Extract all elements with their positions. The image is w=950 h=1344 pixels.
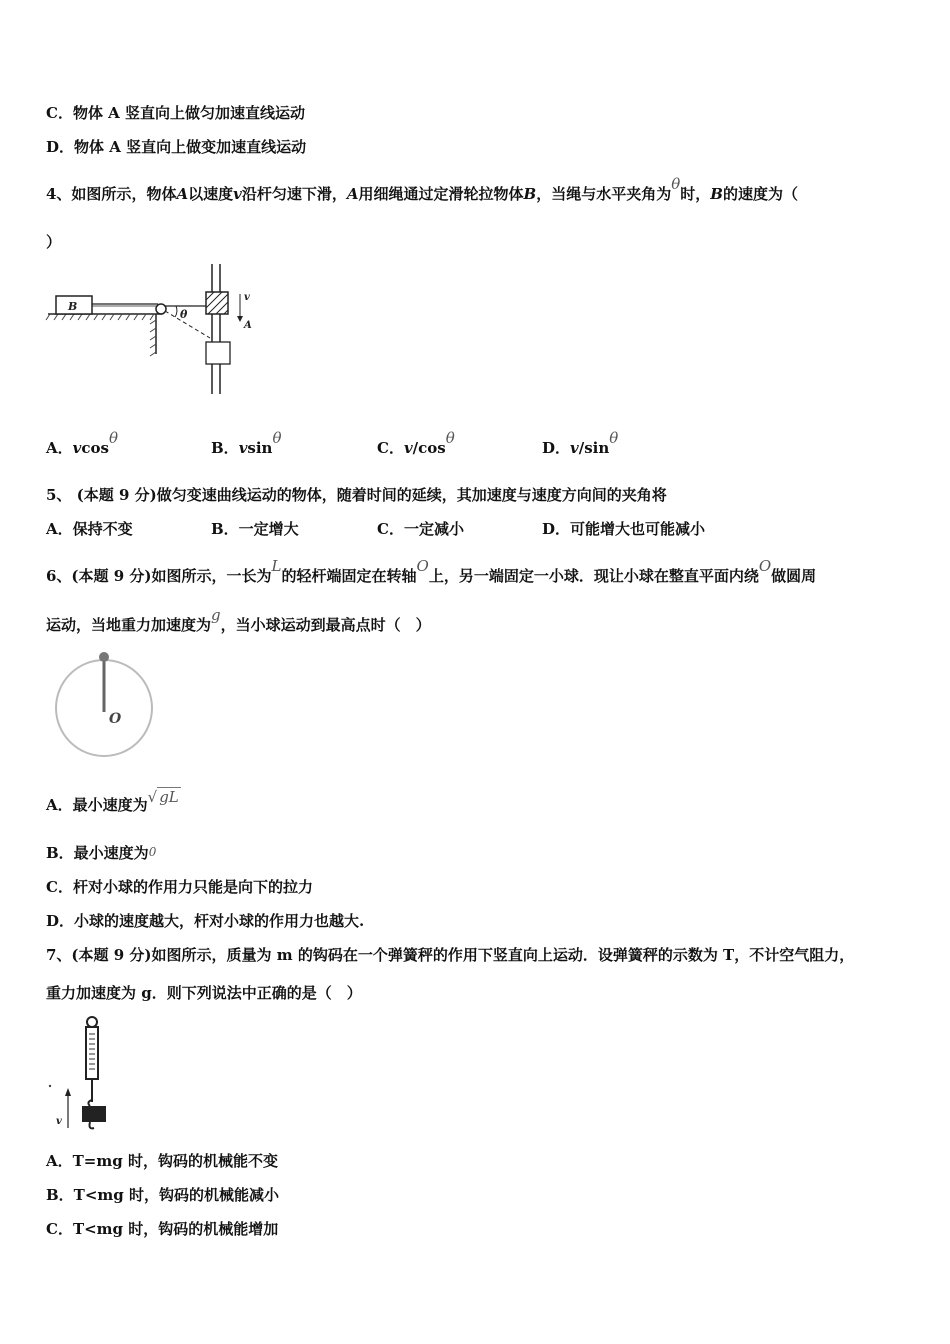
q7-option-a: A．T=mg 时，钩码的机械能不变 [46,1152,278,1170]
q6-option-a-math: gL [159,788,179,806]
q6-stem-line2 [46,606,431,635]
q4-option-v: v [570,439,579,457]
q4-stem-part: A [346,185,359,203]
q4-option-b [211,429,282,458]
q6-option-b-text: B．最小速度为 [46,844,149,862]
q6-stem [46,557,817,586]
sqrt-icon: √ gL [147,788,179,806]
q6-label-o: O [109,711,122,727]
q3-option-d: D．物体 A 竖直向上做变加速直线运动 [46,138,307,156]
q4-label-b: B [68,300,78,313]
q6-stem-part: 上，另一端固定一小球．现让小球在整直平面内绕 [428,567,759,585]
q3-option-c: C．物体 A 竖直向上做匀加速直线运动 [46,104,306,122]
q6-option-a-text: A．最小速度为 [46,796,148,814]
q7-figure [46,1012,116,1134]
q4-option-v: v [238,439,248,457]
q5-stem: 5、 (本题 9 分)做匀变速曲线运动的物体，随着时间的延续，其加速度与速度方向间的夹角将 [46,486,667,504]
q5-option-a: A．保持不变 [46,520,133,538]
q4-label-theta: θ [180,308,188,321]
q6-stem-part: ，当小球运动到最高点时（ ） [220,616,431,634]
q4-stem-part: 以速度 [188,185,234,203]
q4-stem-part: v [233,185,242,203]
q7-stem-line1: 7、(本题 9 分)如图所示，质量为 m 的钩码在一个弹簧秤的作用下竖直向上运动．设弹簧秤的示数为 T，不计空气阻力， [46,946,855,964]
q4-option-func: /sin [578,439,610,457]
q4-label-a: A [244,320,252,331]
q6-math-l: L [271,557,282,575]
q4-stem [46,175,798,204]
q5-option-c: C．一定减小 [377,520,464,538]
q4-stem-part: ，当绳与水平夹角为 [536,185,672,203]
q4-label-v: v [244,292,250,303]
q7-label-v: v [56,1116,62,1127]
q4-stem-part: A [176,185,189,203]
q4-option-v: v [403,439,413,457]
q6-option-d: D．小球的速度越大，杆对小球的作用力也越大. [46,912,365,930]
q4-figure [44,262,264,396]
q7-option-b: B．T<mg 时，钩码的机械能减小 [46,1186,279,1204]
q6-math-o: O [758,557,772,575]
q4-option-theta: θ [108,429,118,447]
q6-math-o: O [416,557,429,575]
q4-option-a [46,429,118,458]
q4-stem-part: 时， [680,185,711,203]
q4-option-theta: θ [445,429,455,447]
q6-option-a [46,788,181,815]
q6-stem-part: 运动，当地重力加速度为 [46,616,212,634]
q6-figure [52,648,158,760]
q4-option-func: sin [247,439,273,457]
q6-option-b-math: 0 [148,845,157,859]
q4-stem-part: B [523,185,537,203]
q4-option-func: /cos [412,439,446,457]
q4-option-letter: D． [542,439,571,457]
q5-option-d: D．可能增大也可能减小 [542,520,706,538]
q4-option-v: v [72,439,82,457]
q7-option-c: C．T<mg 时，钩码的机械能增加 [46,1220,279,1238]
q7-stem-line2: 重力加速度为 g．则下列说法中正确的是（ ） [46,984,362,1002]
q4-stem-part: 的速度为（ [722,185,798,203]
q6-math-g: g [211,606,221,624]
q6-option-b [46,842,156,863]
q4-option-c [377,429,455,458]
q4-option-letter: C． [377,439,404,457]
q4-option-letter: B． [211,439,239,457]
q4-stem-part: 用细绳通过定滑轮拉物体 [358,185,524,203]
q4-theta: θ [671,175,681,193]
q4-option-d [542,429,619,458]
q6-stem-part: 的轻杆端固定在转轴 [281,567,417,585]
q6-option-c: C．杆对小球的作用力只能是向下的拉力 [46,878,313,896]
q4-option-letter: A． [46,439,73,457]
q4-option-theta: θ [609,429,619,447]
q6-stem-part: 6、(本题 9 分)如图所示，一长为 [46,567,272,585]
q4-option-theta: θ [272,429,282,447]
q4-option-func: cos [81,439,109,457]
q5-option-b: B．一定增大 [211,520,299,538]
q4-stem-close: ） [46,233,62,251]
q4-stem-part: 4、如图所示，物体 [46,185,177,203]
q4-stem-part: 沿杆匀速下滑， [241,185,347,203]
q4-stem-part: B [710,185,723,203]
q6-stem-part: 做圆周 [771,567,817,585]
